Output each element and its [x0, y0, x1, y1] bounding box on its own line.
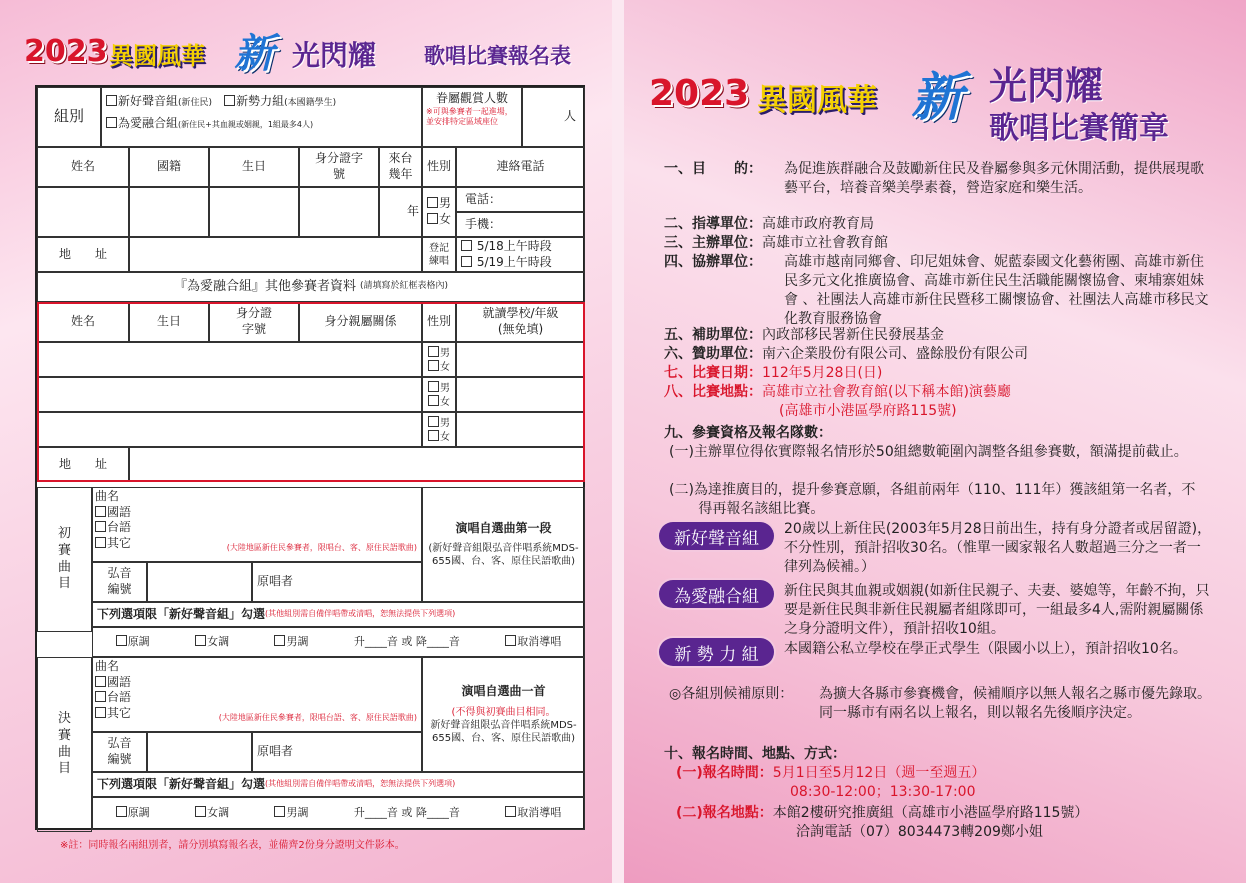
prelim-male-key-checkbox[interactable]: [274, 635, 285, 646]
section-purpose-head: 一、目 的：: [664, 161, 762, 177]
prelim-label: 初賽曲目: [37, 487, 92, 632]
section-subsidy: 五、補助單位：內政部移民署新住民發展基金: [664, 327, 944, 343]
final-lang: 曲名 國語 台語 其它: [95, 659, 132, 720]
prelim-option-title: 下列選項限「新好聲音組」勾選 (其他組別需自備伴唱帶或清唱，恕無法提供下列選項): [92, 602, 585, 627]
eligibility-item-1: (一)主辦單位得依實際報名情形於50組總數範圍內調整各組參賽數，額滿提前截止。: [669, 444, 1188, 460]
section-venue-address: (高雄市小港區學府路115號): [779, 403, 957, 419]
female-checkbox[interactable]: [427, 213, 438, 224]
badge-newforce: 新 勢 力 組: [659, 638, 774, 666]
rules-title-yiguo: 異國風華: [757, 83, 877, 118]
title-yiguo: 異國風華: [109, 42, 205, 70]
rules-title: [649, 55, 1229, 145]
group-newforce-checkbox[interactable]: [224, 95, 235, 106]
eligibility-item-2: (二)為達推廣目的，提升參賽意願，各組前兩年（110、111年）獲該組第一名者，不得再報名該組比賽。: [669, 482, 1196, 517]
id-field[interactable]: [299, 187, 379, 237]
final-singer-field[interactable]: 原唱者: [252, 732, 422, 772]
prelim-cancel-guide-checkbox[interactable]: [505, 635, 516, 646]
group-loveunion-text: 新住民與其血親或姻親(如新住民親子、夫妻、婆媳等，年齡不拘，只要是新住民與非新住民親屬者組隊即可，一組最多4人,需附親屬關係之身分證明文件），預計招收10組。: [784, 583, 1210, 637]
group-newforce-text: 本國籍公私立學校在學正式學生（限國小以上），預計招收10名。: [784, 641, 1187, 657]
rules-title-guangshanyao: 光閃耀: [989, 64, 1104, 108]
sex-field: 男 女: [422, 187, 456, 237]
practice-options: 5/18上午時段 5/19上午時段: [456, 237, 585, 272]
red-frame: [37, 302, 585, 482]
col-phone: 連絡電話: [456, 147, 585, 187]
col2-sex: 性別: [422, 302, 456, 342]
final-code-field[interactable]: [147, 732, 252, 772]
practice-519-checkbox[interactable]: [461, 256, 472, 267]
practice-518-checkbox[interactable]: [461, 240, 472, 251]
col-id: 身分證字號: [299, 147, 379, 187]
member-row-1-sex: 男 女: [422, 342, 456, 377]
section-registration-head: 十、報名時間、地點、方式：: [664, 746, 846, 762]
col-years: 來台幾年: [379, 147, 422, 187]
prelim-singer-field[interactable]: 原唱者: [252, 562, 422, 602]
member-row-3-sex: 男 女: [422, 412, 456, 447]
title-xin: 新: [234, 31, 274, 77]
years-field[interactable]: 年: [379, 187, 422, 237]
name-field[interactable]: [37, 187, 129, 237]
practice-label: 登記練唱: [422, 237, 456, 272]
male-checkbox[interactable]: [427, 197, 438, 208]
title-year: 2023: [24, 34, 108, 69]
col2-school: 就讀學校/年級 (無免填): [456, 302, 585, 342]
section-guide: 二、指導單位：高雄市政府教育局: [664, 216, 874, 232]
final-cancel-guide-checkbox[interactable]: [505, 806, 516, 817]
final-options: 原調 女調 男調 升____音 或 降____音 取消導唱: [92, 797, 585, 830]
final-female-key-checkbox[interactable]: [195, 806, 206, 817]
registration-phone: 洽詢電話（07）8034473轉209鄭小姐: [796, 824, 1043, 840]
registration-hours: 08:30-12:00；13:30-17:00: [790, 784, 976, 800]
title-guangshanyao: 光閃耀: [292, 39, 377, 72]
col2-id: 身分證字號: [209, 302, 299, 342]
prelim-requirement: 演唱自選曲第一段 (新好聲音組限弘音伴唱系統MDS-655國、台、客、原住民語歌曲): [422, 487, 585, 602]
col2-relation: 身分親屬關係: [299, 302, 422, 342]
prelim-original-key-checkbox[interactable]: [116, 635, 127, 646]
badge-newvoice: 新好聲音組: [659, 522, 774, 550]
title-form: 歌唱比賽報名表: [424, 44, 571, 68]
group-options: 新好聲音組(新住民) 新勢力組(本國籍學生) 為愛融合組(新住民+其血親或姻親，1組最多4人): [101, 87, 422, 147]
section-date: 七、比賽日期：112年5月28日(日): [664, 365, 883, 381]
rules-panel: [624, 0, 1246, 883]
col-nationality: 國籍: [129, 147, 209, 187]
prelim-options: 原調 女調 男調 升____音 或 降____音 取消導唱: [92, 627, 585, 657]
group-label: 組別: [37, 87, 101, 147]
section-coorg-text: 高雄市越南同鄉會、印尼姐妹會、妮藍泰國文化藝術團、高雄市新住民多元文化推廣協會、高雄市新住民生活職能關懷協會、柬埔寨姐妹會 、社團法人高雄市新住民暨移工關懷協會、社團法人高雄市移民文化教育服務協會: [784, 254, 1209, 327]
section-eligibility-head: 九、參賽資格及報名隊數：: [664, 425, 832, 441]
section-venue: 八、比賽地點：高雄市立社會教育館(以下稱本館)演藝廳: [664, 384, 1011, 400]
final-label: 決賽曲目: [37, 657, 92, 832]
section-purpose-text: 為促進族群融合及鼓勵新住民及眷屬參與多元休閒活動，提供展現歌藝平台，培養音樂美學素養，營造家庭和樂生活。: [784, 161, 1204, 196]
tel-field[interactable]: 電話：: [456, 187, 585, 212]
form-title: [24, 28, 594, 78]
birthday-field[interactable]: [209, 187, 299, 237]
nationality-field[interactable]: [129, 187, 209, 237]
member-row-2-sex: 男 女: [422, 377, 456, 412]
final-requirement: 演唱自選曲一首 (不得與初賽曲目相同。 新好聲音組限弘音伴唱系統MDS-655國、台、客、原住民語歌曲): [422, 657, 585, 772]
prelim-lang: 曲名 國語 台語 其它: [95, 489, 132, 550]
alternate-head: ◎各組別候補原則：: [669, 686, 794, 702]
col2-name: 姓名: [37, 302, 129, 342]
prelim-code-label: 弘音編號: [92, 562, 147, 602]
final-option-title: 下列選項限「新好聲音組」勾選 (其他組別需自備伴唱帶或清唱，恕無法提供下列選項): [92, 772, 585, 797]
prelim-key-shift[interactable]: 升____音 或 降____音: [353, 634, 460, 648]
address2-label: 地 址: [37, 447, 129, 482]
prelim-song-field[interactable]: (大陸地區新住民參賽者，限唱台、客、原住民語歌曲): [92, 487, 422, 562]
col2-birthday: 生日: [129, 302, 209, 342]
badge-loveunion: 為愛融合組: [659, 580, 774, 608]
registration-place: (二)報名地點：本館2樓研究推廣組（高雄市小港區學府路115號）: [676, 805, 1089, 821]
group-newvoice-text: 20歲以上新住民(2003年5月28日前出生，持有身分證者或居留證)，不分性別，預計招收30名。（惟單一國家報名人數超過三分之一者一律列為候補。）: [784, 521, 1212, 575]
final-male-key-checkbox[interactable]: [274, 806, 285, 817]
other-participants-title: 『為愛融合組』其他參賽者資料 (請填寫於紅框表格內): [37, 272, 585, 302]
registration-time: (一)報名時間：5月1日至5月12日（週一至週五）: [676, 765, 986, 781]
prelim-code-field[interactable]: [147, 562, 252, 602]
registration-form-panel: [0, 0, 612, 883]
col-name: 姓名: [37, 147, 129, 187]
entry-form: [35, 85, 585, 830]
section-coorg-head: 四、協辦單位：: [664, 254, 762, 270]
alternate-text: 為擴大各縣市參賽機會，候補順序以無人報名之縣市優先錄取。同一縣市有兩名以上報名，則以報名先後順序決定。: [819, 686, 1211, 721]
final-song-field[interactable]: (大陸地區新住民參賽者，限唱台語、客、原住民語歌曲): [92, 657, 422, 732]
page-gutter: [612, 0, 624, 883]
rules-title-xin: 新: [911, 68, 964, 128]
section-sponsor: 六、贊助單位：南六企業股份有限公司、盛餘股份有限公司: [664, 346, 1028, 362]
mobile-field[interactable]: 手機：: [456, 212, 585, 237]
prelim-female-key-checkbox[interactable]: [195, 635, 206, 646]
section-host: 三、主辦單位：高雄市立社會教育館: [664, 235, 888, 251]
final-key-shift[interactable]: 升____音 或 降____音: [353, 806, 460, 820]
audience-box: 眷屬觀賞人數 ※可與參賽者一起進場，並安排特定區域座位: [422, 87, 522, 147]
col-birthday: 生日: [209, 147, 299, 187]
address-field[interactable]: [129, 237, 422, 272]
form-footnote: ※註：同時報名兩組別者，請分別填寫報名表，並備齊2份身分證明文件影本。: [60, 840, 405, 851]
group-loveunion-checkbox[interactable]: [106, 117, 117, 128]
final-code-label: 弘音編號: [92, 732, 147, 772]
group-newvoice-checkbox[interactable]: [106, 95, 117, 106]
final-original-key-checkbox[interactable]: [116, 806, 127, 817]
col-sex: 性別: [422, 147, 456, 187]
rules-title-sub: 歌唱比賽簡章: [989, 111, 1169, 146]
address-label: 地 址: [37, 237, 129, 272]
rules-title-year: 2023: [649, 73, 750, 114]
audience-count-field[interactable]: 人: [522, 87, 585, 147]
